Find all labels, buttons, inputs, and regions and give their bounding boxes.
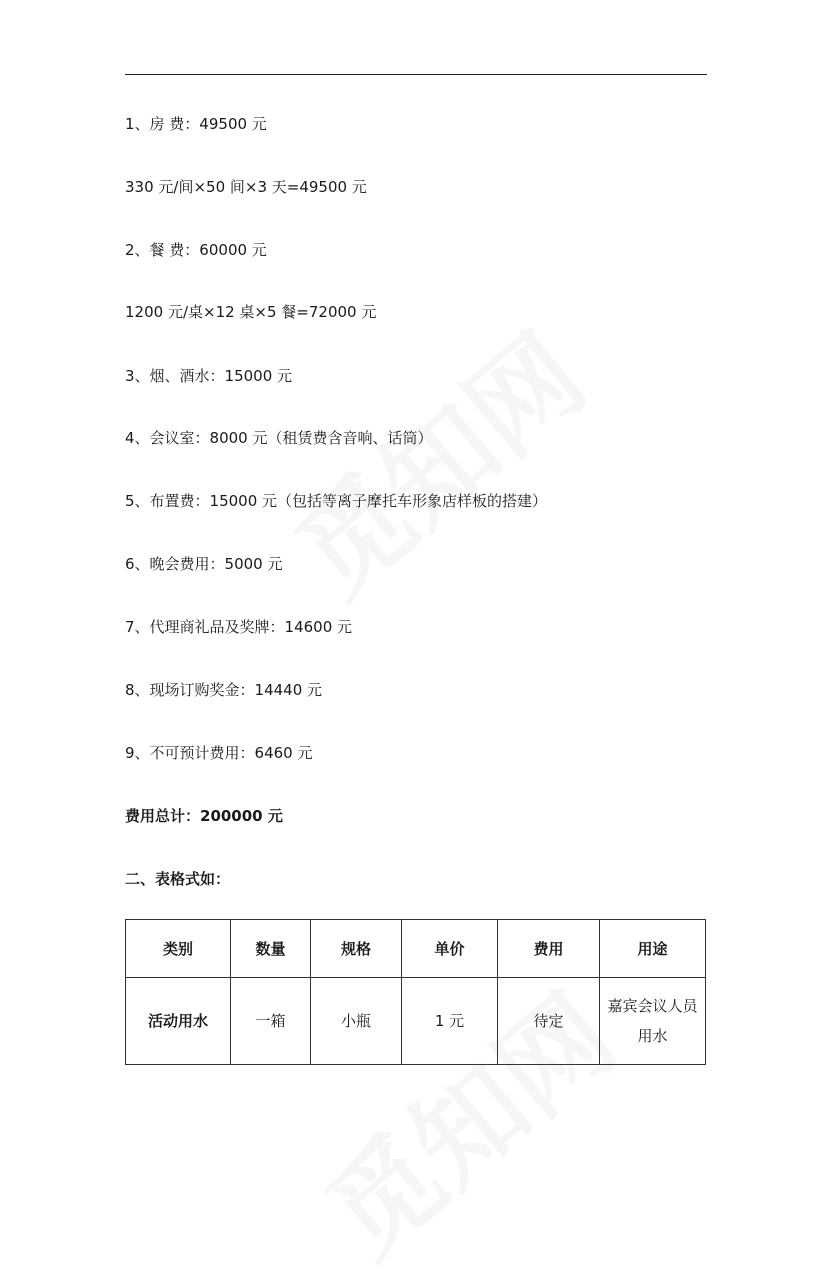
- header-rule: [125, 74, 707, 75]
- item-setup-fee: 5、布置费：15000 元（包括等离子摩托车形象店样板的搭建）: [125, 492, 548, 510]
- cell-category: 活动用水: [126, 978, 231, 1065]
- meal-fee-calculation: 1200 元/桌×12 桌×5 餐=72000 元: [125, 303, 377, 321]
- item-tobacco-drinks: 3、烟、酒水：15000 元: [125, 367, 293, 385]
- cell-quantity: 一箱: [231, 978, 311, 1065]
- section-title: 二、表格式如：: [125, 870, 231, 888]
- item-meeting-room: 4、会议室：8000 元（租赁费含音响、话筒）: [125, 429, 433, 447]
- item-meal-fee: 2、餐 费：60000 元: [125, 241, 267, 259]
- header-purpose: 用途: [600, 920, 706, 978]
- item-evening-party: 6、晚会费用：5000 元: [125, 555, 283, 573]
- room-fee-calculation: 330 元/间×50 间×3 天=49500 元: [125, 178, 367, 196]
- cost-table: [125, 919, 706, 1065]
- cell-unit-price: 1 元: [402, 978, 498, 1065]
- header-unit-price: 单价: [402, 920, 498, 978]
- header-cost: 费用: [498, 920, 600, 978]
- table-row: [126, 978, 706, 1065]
- table-header-row: [126, 920, 706, 978]
- total-cost: 费用总计：200000 元: [125, 807, 283, 825]
- item-unforeseen: 9、不可预计费用：6460 元: [125, 744, 313, 762]
- cell-purpose: 嘉宾会议人员用水: [600, 978, 706, 1065]
- header-quantity: 数量: [231, 920, 311, 978]
- header-category: 类别: [126, 920, 231, 978]
- header-spec: 规格: [311, 920, 402, 978]
- watermark: [258, 292, 612, 625]
- item-agent-gifts: 7、代理商礼品及奖牌：14600 元: [125, 618, 353, 636]
- item-onsite-bonus: 8、现场订购奖金：14440 元: [125, 681, 323, 699]
- cell-cost: 待定: [498, 978, 600, 1065]
- cell-spec: 小瓶: [311, 978, 402, 1065]
- item-room-fee: 1、房 费：49500 元: [125, 115, 267, 133]
